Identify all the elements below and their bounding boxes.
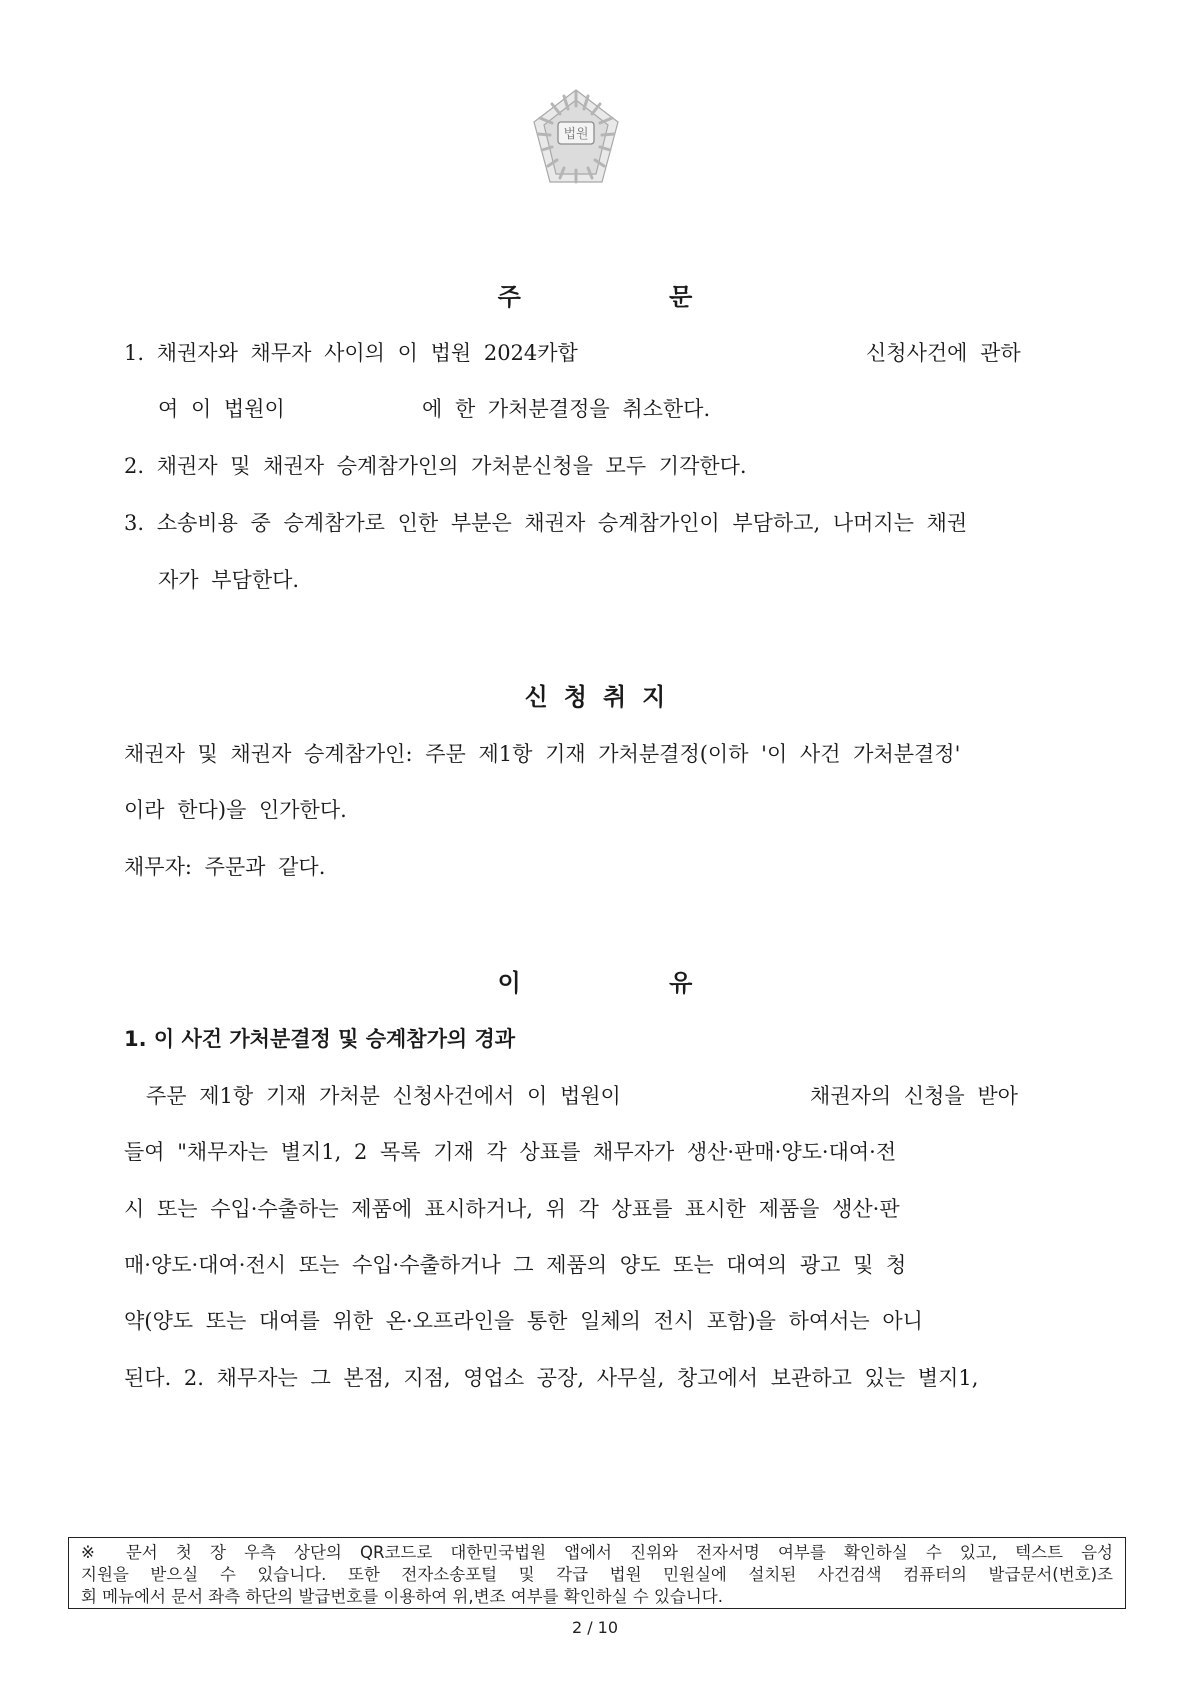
reason-para-line-5: 약(양도 또는 대여를 위한 온·오프라인을 통한 일체의 전시 포함)을 하여서는 아니 xyxy=(124,1309,923,1333)
reason-subheading: 1. 이 사건 가처분결정 및 승계참가의 경과 xyxy=(124,1027,516,1051)
reason-para-line-1-b: 채권자의 신청을 받아 xyxy=(810,1084,1018,1108)
notice-line-2: 지원을 받으실 수 있습니다. 또한 전자소송포털 및 각급 법원 민원실에 설치된 사건검색 컴퓨터의 발급문서(번호)조 xyxy=(81,1565,1113,1584)
notice-line-1: ※ 문서 첫 장 우측 상단의 QR코드로 대한민국법원 앱에서 진위와 전자서명 여부를 확인하실 수 있고, 텍스트 음성 xyxy=(81,1543,1113,1562)
order-item-1-line-1 xyxy=(124,337,578,367)
notice-line-3: 회 메뉴에서 문서 좌측 하단의 발급번호를 이용하여 위,변조 여부를 확인하실 수 있습니다. xyxy=(81,1587,723,1606)
reason-para-line-3: 시 또는 수입·수출하는 제품에 표시하거나, 위 각 상표를 표시한 제품을 생산·판 xyxy=(124,1197,900,1221)
order-item-2 xyxy=(124,450,747,480)
order-item-2-number: 2. xyxy=(124,454,145,478)
reason-heading: 이 유 xyxy=(497,969,763,997)
order-item-3-text-1: 소송비용 중 승계참가로 인한 부분은 채권자 승계참가인이 부담하고, 나머지는 채권 xyxy=(156,511,968,535)
verification-notice xyxy=(68,1537,1126,1609)
claim-line-1: 채권자 및 채권자 승계참가인: 주문 제1항 기재 가처분결정(이하 '이 사건 가처분결정' xyxy=(124,742,961,766)
reason-para-line-4: 매·양도·대여·전시 또는 수입·수출하거나 그 제품의 양도 또는 대여의 광고 및 청 xyxy=(124,1253,907,1277)
order-heading: 주 문 xyxy=(497,283,763,311)
order-item-3-line-1 xyxy=(124,507,967,537)
reason-para-line-2: 들여 "채무자는 별지1, 2 목록 기재 각 상표를 채무자가 생산·판매·양도·대여·전 xyxy=(124,1140,897,1164)
order-item-3-number: 3. xyxy=(124,511,145,535)
court-seal-icon xyxy=(530,86,622,190)
order-item-1-line-2-a: 여 이 법원이 xyxy=(158,397,285,421)
order-item-3-line-2: 자가 부담한다. xyxy=(158,568,300,592)
reason-para-line-1-a: 주문 제1항 기재 가처분 신청사건에서 이 법원이 xyxy=(146,1084,621,1108)
order-item-1-text-b: 신청사건에 관하 xyxy=(866,341,1021,365)
order-item-1-number: 1. xyxy=(124,341,145,365)
page-number: 2 / 10 xyxy=(571,1618,619,1637)
order-item-1-line-2-b: 에 한 가처분결정을 취소한다. xyxy=(422,397,711,421)
claim-heading: 신청취지 xyxy=(524,683,682,711)
seal-text: 법원 xyxy=(563,127,589,142)
claim-line-3: 채무자: 주문과 같다. xyxy=(124,855,326,879)
order-item-1-text-a: 채권자와 채무자 사이의 이 법원 2024카합 xyxy=(156,341,578,365)
order-item-2-text: 채권자 및 채권자 승계참가인의 가처분신청을 모두 기각한다. xyxy=(156,454,747,478)
reason-para-line-6: 된다. 2. 채무자는 그 본점, 지점, 영업소 공장, 사무실, 창고에서 보관하고 있는 별지1, xyxy=(124,1366,979,1390)
claim-line-2: 이라 한다)을 인가한다. xyxy=(124,798,347,822)
